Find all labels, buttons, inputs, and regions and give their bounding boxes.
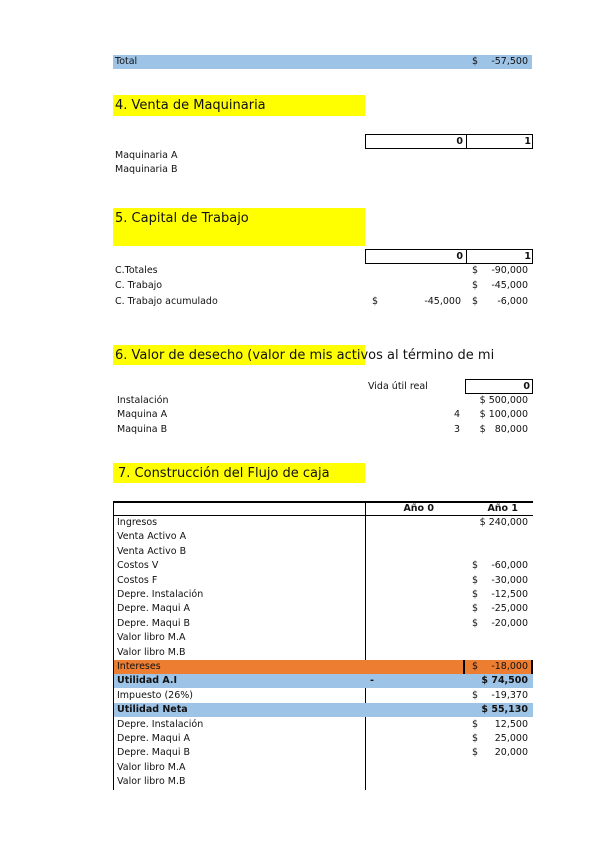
section5-period-header	[365, 249, 533, 264]
section4-period-1: 1	[524, 136, 531, 147]
total-value: -57,500	[491, 56, 528, 67]
section4-row-maquinaria-a: Maquinaria A	[115, 150, 178, 161]
section5-title: 5. Capital de Trabajo	[115, 211, 249, 226]
section6-title-highlight: 6. Valor de desecho (valor de mis a	[115, 348, 345, 363]
section6-row-label: Maquina A	[117, 409, 168, 420]
cash-row-label: Valor libro M.B	[117, 776, 186, 787]
vida-util-box	[465, 379, 533, 394]
cash-row-ano1: $ 240,000	[479, 517, 528, 528]
section5-period-1: 1	[524, 251, 531, 262]
cash-row-label: Venta Activo A	[117, 531, 187, 542]
table-left-border	[113, 501, 114, 790]
cash-row-ano1: -12,500	[491, 589, 528, 600]
cash-row-label: Utilidad A.I	[117, 675, 178, 686]
cash-row-label: Venta Activo B	[117, 546, 187, 557]
cash-row-label: Depre. Instalación	[117, 719, 204, 730]
section6-row-value: $ 500,000	[479, 395, 528, 406]
cash-row-currency: $	[472, 747, 479, 758]
section6-row-value: $ 100,000	[479, 409, 528, 420]
cash-row-label: Costos V	[117, 560, 159, 571]
table-divider-1	[365, 501, 366, 790]
section6-title-rest: ctivos al término de mi	[344, 348, 495, 363]
section5-row-label: C. Trabajo	[115, 280, 163, 291]
header-ano-1: Año 1	[487, 503, 518, 514]
cash-row-currency: $	[472, 575, 479, 586]
table-header-bottom	[113, 515, 533, 516]
cash-row-label: Depre. Instalación	[117, 589, 204, 600]
section7-title: 7. Construcción del Flujo de caja	[118, 466, 330, 481]
cash-row-label: Utilidad Neta	[117, 704, 188, 715]
cash-row-currency: $	[472, 661, 479, 672]
vida-util-value: 0	[523, 381, 530, 392]
cash-row-label: Depre. Maqui B	[117, 747, 191, 758]
cash-row-currency: $	[472, 589, 479, 600]
section6-row-label: Maquina B	[117, 424, 168, 435]
section6-row-label: Instalación	[117, 395, 169, 406]
cash-row-label: Ingresos	[117, 517, 158, 528]
cash-row-label: Valor libro M.B	[117, 647, 186, 658]
section4-title: 4. Venta de Maquinaria	[115, 98, 266, 113]
cash-row-label: Valor libro M.A	[117, 762, 186, 773]
cash-row-currency: $	[472, 733, 479, 744]
cash-row-label: Intereses	[117, 661, 161, 672]
cash-row-ano1: -20,000	[491, 618, 528, 629]
header-ano-0: Año 0	[403, 503, 434, 514]
cash-row-label: Depre. Maqui B	[117, 618, 191, 629]
section5-row-label: C. Trabajo acumulado	[115, 296, 218, 307]
cash-row-ano0: -	[370, 675, 374, 686]
section5-row-p1: -90,000	[491, 265, 528, 276]
cash-row-ano1: -25,000	[491, 603, 528, 614]
section5-row-p1-cur: $	[472, 280, 479, 291]
cash-row-ano1: 12,500	[494, 719, 528, 730]
cash-row-currency: $	[472, 719, 479, 730]
cash-row-currency: $	[472, 690, 479, 701]
cash-row-currency: $	[472, 603, 479, 614]
cash-row-label: Costos F	[117, 575, 158, 586]
section5-row-p1-cur: $	[472, 296, 479, 307]
section5-row-p0: -45,000	[424, 296, 461, 307]
section5-row-label: C.Totales	[115, 265, 158, 276]
total-currency: $	[472, 56, 479, 67]
cash-row-ano1: $ 55,130	[481, 704, 528, 715]
cash-row-ano1: -30,000	[491, 575, 528, 586]
section6-row-life: 4	[453, 409, 460, 420]
cash-row-ano1: $ 74,500	[481, 675, 528, 686]
section6-row-value: $ 80,000	[479, 424, 528, 435]
vida-util-label: Vida útil real	[368, 381, 428, 392]
section4-period-header	[365, 134, 533, 149]
cash-row-label: Depre. Maqui A	[117, 733, 190, 744]
cash-row-label: Impuesto (26%)	[117, 690, 193, 701]
section4-row-maquinaria-b: Maquinaria B	[115, 164, 178, 175]
section6-title	[115, 348, 494, 363]
cash-row-currency: $	[472, 618, 479, 629]
cash-row-ano1: -18,000	[491, 661, 528, 672]
section6-row-life: 3	[453, 424, 460, 435]
cash-row-ano1: 20,000	[494, 747, 528, 758]
section5-row-p1: -45,000	[491, 280, 528, 291]
section5-row-p0-cur: $	[372, 296, 379, 307]
cash-row-label: Valor libro M.A	[117, 632, 186, 643]
section5-period-0: 0	[456, 251, 463, 262]
cash-row-currency: $	[472, 560, 479, 571]
section5-row-p1-cur: $	[472, 265, 479, 276]
cash-row-ano1: -19,370	[491, 690, 528, 701]
cash-row-ano1: -60,000	[491, 560, 528, 571]
cash-row-ano1: 25,000	[494, 733, 528, 744]
section5-row-p1: -6,000	[497, 296, 528, 307]
section4-period-0: 0	[456, 136, 463, 147]
cash-row-label: Depre. Maqui A	[117, 603, 190, 614]
total-label: Total	[115, 56, 138, 67]
